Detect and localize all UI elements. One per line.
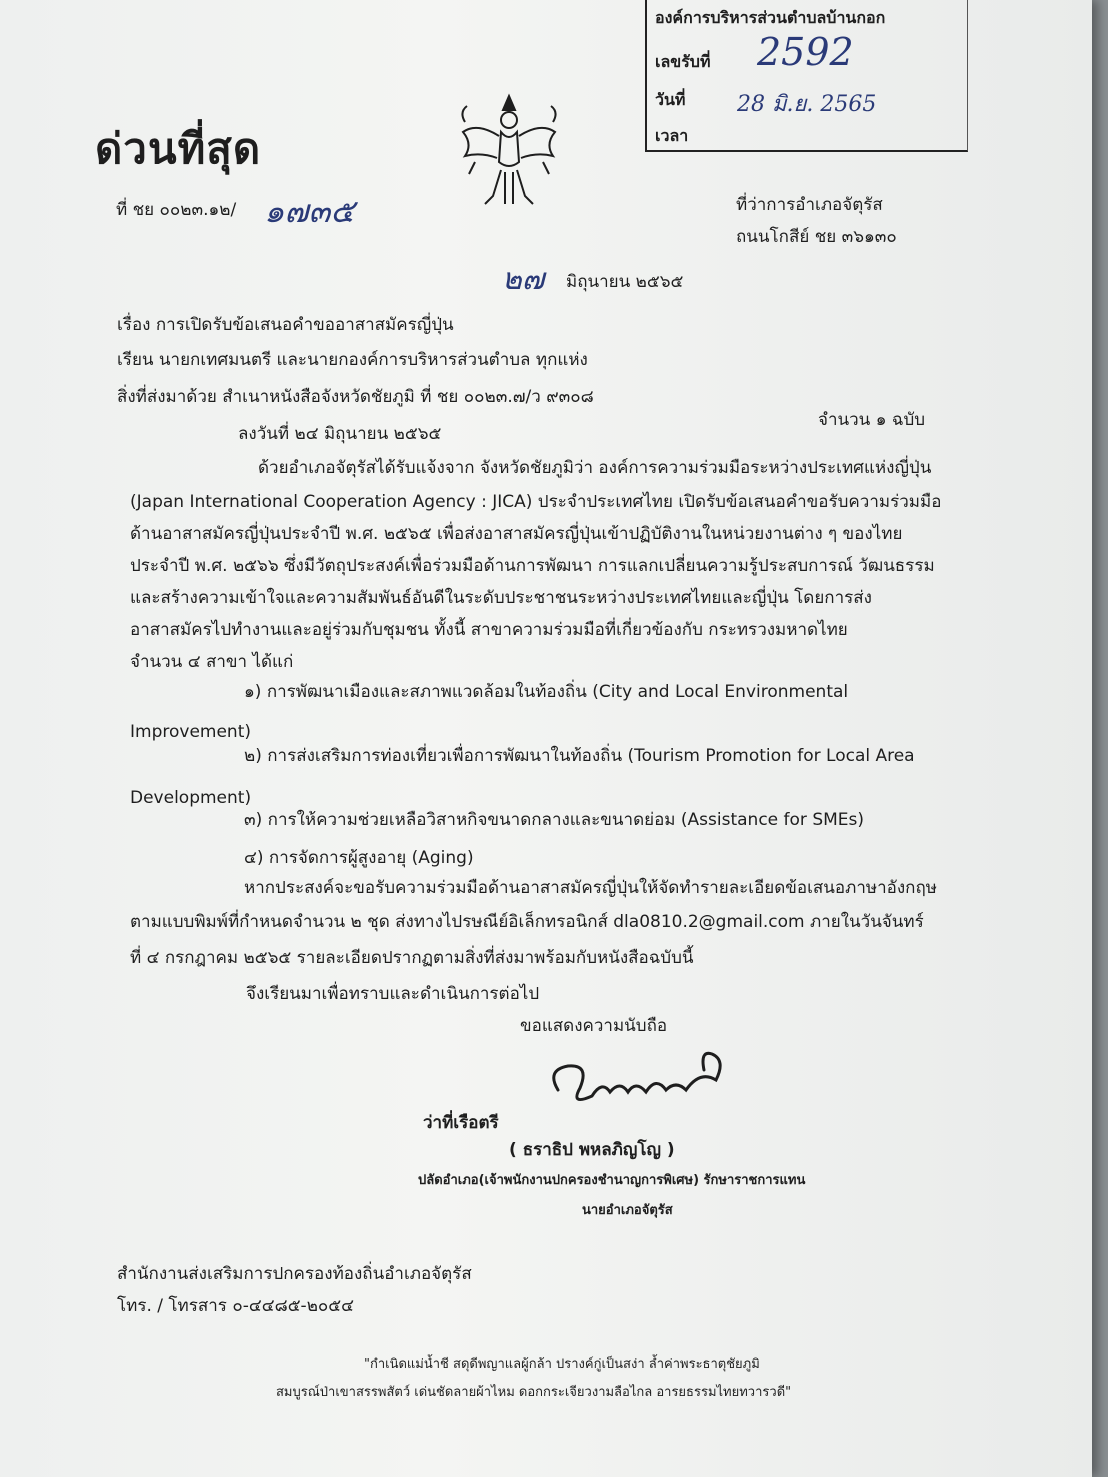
signer-position: ปลัดอำเภอ(เจ้าพนักงานปกครองชำนาญการพิเศษ) รักษาราชการแทน: [418, 1173, 806, 1188]
enclosure-count: จำนวน ๑ ฉบับ: [818, 410, 926, 430]
signer-rank: ว่าที่เรือตรี: [423, 1113, 499, 1133]
stamp-received-label: เลขรับที่: [655, 52, 711, 71]
signer-position-2: นายอำเภอจัตุรัส: [582, 1203, 673, 1218]
enclosure-date: ลงวันที่ ๒๔ มิถุนายน ๒๕๖๕: [238, 424, 442, 444]
stamp-org: องค์การบริหารส่วนตำบลบ้านกอก: [655, 8, 886, 27]
request-line: หากประสงค์จะขอรับความร่วมมือด้านอาสาสมัครญี่ปุ่นให้จัดทำรายละเอียดข้อเสนอภาษาอังกฤษ: [244, 878, 937, 898]
signature: [540, 1040, 740, 1120]
province-slogan-2: สมบูรณ์ป่าเขาสรรพสัตว์ เด่นชัดลายผ้าไหม ดอกกระเจียวงามลือไกล อารยธรรมไทยทวารวดี": [276, 1385, 792, 1400]
body-line: จำนวน ๔ สาขา ได้แก่: [130, 652, 294, 672]
reference-handwritten: ๑๗๓๕: [264, 192, 355, 230]
body-line: อาสาสมัครไปทำงานและอยู่ร่วมกับชุมชน ทั้งนี้ สาขาความร่วมมือที่เกี่ยวข้องกับ กระทรวงมหาดไทย: [130, 620, 848, 640]
body-line: ด้วยอำเภอจัตุรัสได้รับแจ้งจาก จังหวัดชัยภูมิว่า องค์การความร่วมมือระหว่างประเทศแห่งญี่ปุ่น: [258, 458, 932, 478]
body-line: และสร้างความเข้าใจและความสัมพันธ์อันดีในระดับประชาชนระหว่างประเทศไทยและญี่ปุ่น โดยการส่ง: [130, 588, 872, 608]
closing-line: จึงเรียนมาเพื่อทราบและดำเนินการต่อไป: [246, 984, 540, 1004]
item-line: Development): [130, 788, 252, 808]
addressee: เรียน นายกเทศมนตรี และนายกองค์การบริหารส่วนตำบล ทุกแห่ง: [117, 350, 588, 370]
regards: ขอแสดงความนับถือ: [520, 1016, 668, 1036]
subject: เรื่อง การเปิดรับข้อเสนอคำขออาสาสมัครญี่ปุ่น: [117, 315, 454, 335]
item-line: ๑) การพัฒนาเมืองและสภาพแวดล้อมในท้องถิ่น (City and Local Environmental: [244, 682, 849, 702]
urgency-mark: ด่วนที่สุด: [95, 124, 262, 173]
stamp-date-value: 28 มิ.ย. 2565: [737, 92, 877, 117]
province-slogan: "กำเนิดแม่น้ำชี สดุดีพญาแลผู้กล้า ปรางค์กู่เป็นสง่า ล้ำค่าพระธาตุชัยภูมิ: [364, 1357, 760, 1372]
item-line: Improvement): [130, 722, 251, 742]
item-line: ๒) การส่งเสริมการท่องเที่ยวเพื่อการพัฒนาในท้องถิ่น (Tourism Promotion for Local Area: [244, 746, 915, 766]
department-phone: โทร. / โทรสาร ๐-๔๔๘๕-๒๐๕๔: [117, 1296, 355, 1316]
body-line: (Japan International Cooperation Agency : JICA) ประจำประเทศไทย เปิดรับข้อเสนอคำขอรับความร่วมมือ: [130, 492, 942, 512]
request-line: ที่ ๔ กรกฎาคม ๒๕๖๕ รายละเอียดปรากฏตามสิ่งที่ส่งมาพร้อมกับหนังสือฉบับนี้: [130, 948, 694, 968]
garuda-emblem-icon: [455, 92, 563, 214]
department-name: สำนักงานส่งเสริมการปกครองท้องถิ่นอำเภอจัตุรัส: [117, 1264, 472, 1284]
stamp-date-label: วันที่: [655, 90, 686, 109]
item-line: ๓) การให้ความช่วยเหลือวิสาหกิจขนาดกลางและขนาดย่อม (Assistance for SMEs): [244, 810, 865, 830]
body-line: ด้านอาสาสมัครญี่ปุ่นประจำปี พ.ศ. ๒๕๖๕ เพื่อส่งอาสาสมัครญี่ปุ่นเข้าปฏิบัติงานในหน่วยงานต่าง ๆ ของไทย: [130, 524, 903, 544]
stamp-received-no: 2592: [757, 30, 854, 74]
stamp-time-label: เวลา: [655, 126, 689, 145]
date-day-handwritten: ๒๗: [502, 262, 545, 297]
office-name: ที่ว่าการอำเภอจัตุรัส: [736, 195, 883, 215]
date-month-year: มิถุนายน ๒๕๖๕: [566, 272, 684, 292]
signer-name: ( ธราธิป พหลภิญโญ ): [509, 1140, 675, 1160]
request-line: ตามแบบพิมพ์ที่กำหนดจำนวน ๒ ชุด ส่งทางไปรษณีย์อิเล็กทรอนิกส์ dla0810.2@gmail.com ภายในวันจันทร์: [130, 912, 924, 932]
office-address: ถนนโกสีย์ ชย ๓๖๑๓๐: [736, 227, 897, 247]
enclosure: สิ่งที่ส่งมาด้วย สำเนาหนังสือจังหวัดชัยภูมิ ที่ ชย ๐๐๒๓.๗/ว ๙๓๐๘: [117, 387, 594, 407]
receipt-stamp: [645, 0, 968, 152]
reference-number: ที่ ชย ๐๐๒๓.๑๒/: [116, 200, 237, 220]
body-line: ประจำปี พ.ศ. ๒๕๖๖ ซึ่งมีวัตถุประสงค์เพื่อร่วมมือด้านการพัฒนา การแลกเปลี่ยนความรู้ประสบการณ์ วัฒนธรรม: [130, 556, 935, 576]
item-line: ๔) การจัดการผู้สูงอายุ (Aging): [244, 848, 474, 868]
